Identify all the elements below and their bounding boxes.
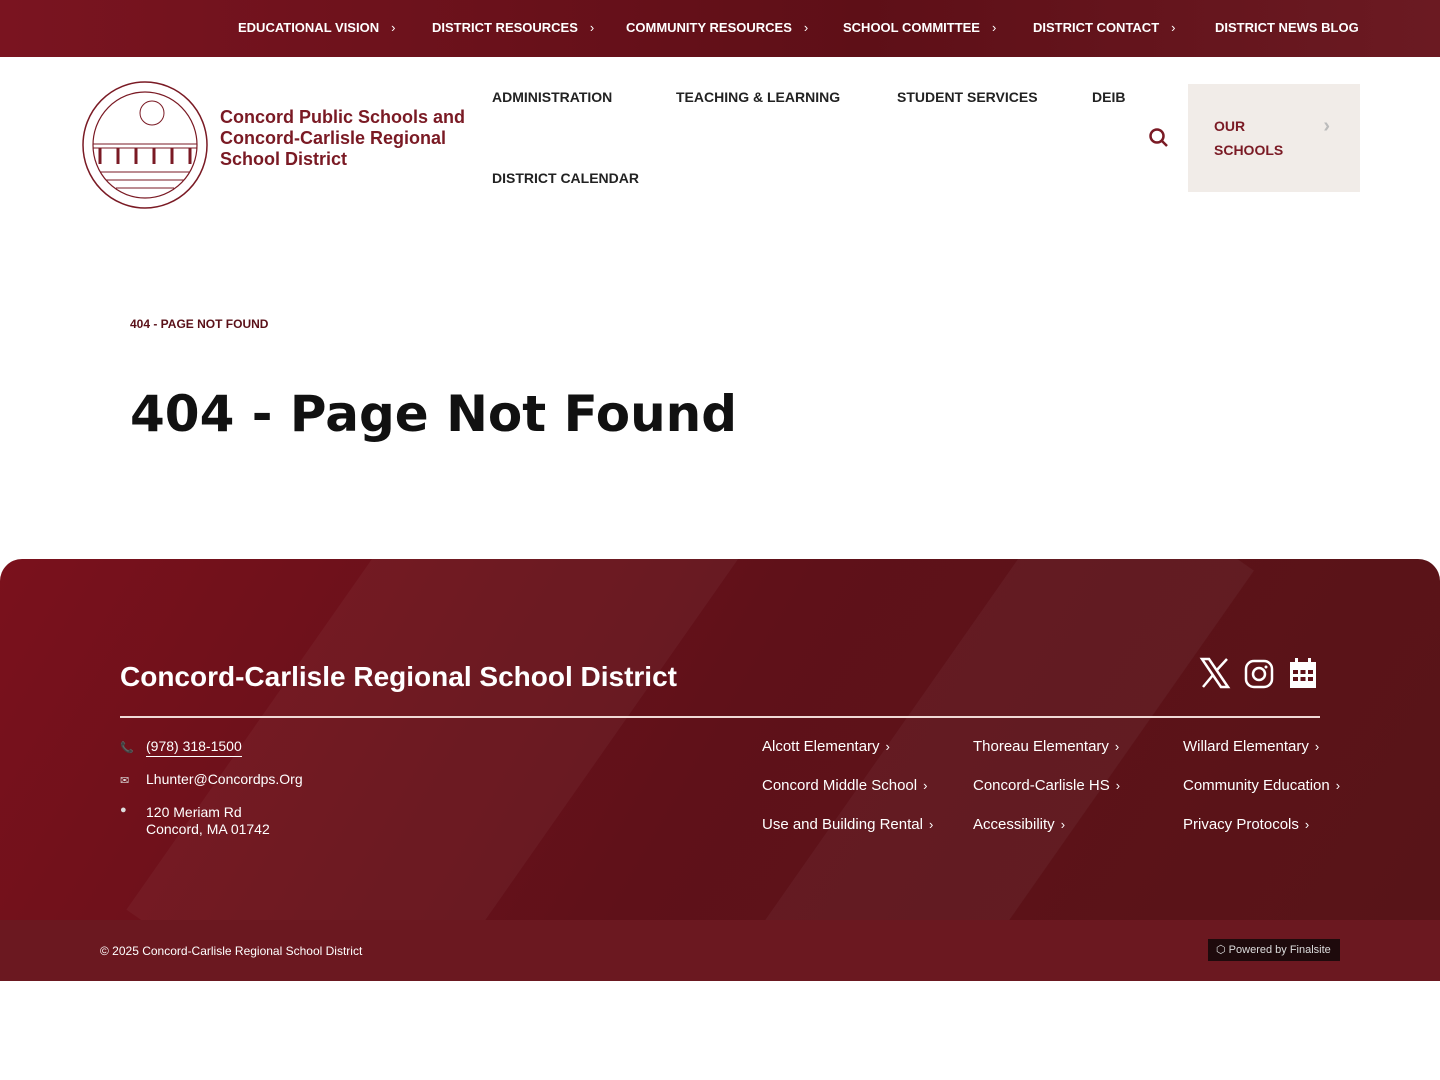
link-label: Alcott Elementary [762,738,880,755]
nav-label: SCHOOL COMMITTEE [843,20,980,35]
chevron-right-icon: › [1314,739,1320,754]
our-schools-button[interactable] [1188,84,1360,192]
chevron-right-icon: › [1115,778,1121,793]
email-icon: ✉ [120,775,130,787]
chevron-right-icon: › [1114,739,1120,754]
nav-label: DISTRICT CONTACT [1033,20,1160,35]
link-label: Privacy Protocols [1183,816,1299,833]
instagram-icon[interactable] [1244,659,1274,689]
nav-school-committee[interactable] [843,20,996,35]
footer-link-willard[interactable] [1183,738,1319,755]
chevron-right-icon: › [1335,778,1341,793]
nav-label: DISTRICT RESOURCES [432,20,578,35]
search-icon[interactable] [1148,127,1170,149]
nav-district-resources[interactable] [432,20,594,35]
phone-link[interactable]: (978) 318-1500 [146,738,242,757]
chevron-right-icon: › [391,20,396,35]
email-link[interactable]: Lhunter@Concordps.Org [146,771,303,787]
footer-divider [120,716,1320,718]
phone-icon: 📞 [120,742,134,754]
link-label: Use and Building Rental [762,816,923,833]
footer-link-privacy[interactable] [1183,816,1309,833]
nav-label: COMMUNITY RESOURCES [626,20,792,35]
copyright: © 2025 Concord-Carlisle Regional School District [100,944,363,958]
chevron-right-icon: › [589,20,595,35]
footer-link-alcott[interactable] [762,738,890,755]
nav-label: EDUCATIONAL VISION [238,20,380,35]
powered-by-finalsite-badge[interactable] [1208,939,1340,961]
footer-address [120,804,270,838]
district-seal-logo[interactable] [80,80,210,210]
footer-link-building-rental[interactable] [762,816,933,833]
chevron-right-icon: › [885,739,890,754]
nav-district-news-blog[interactable] [1215,20,1359,35]
footer-title: Concord-Carlisle Regional School District [120,661,677,692]
nav-teaching-learning[interactable]: TEACHING & LEARNING [676,89,841,105]
chevron-right-icon: › [1323,115,1330,137]
address-line: 120 Meriam Rd [146,804,242,820]
footer-email[interactable] [120,771,303,787]
district-name[interactable]: Concord Public Schools and Concord-Carlisle Regional School District [220,107,466,169]
chevron-right-icon: › [928,817,934,832]
chevron-right-icon: › [1304,817,1310,832]
nav-district-calendar[interactable]: DISTRICT CALENDAR [492,170,639,186]
chevron-right-icon: › [1171,20,1176,35]
chevron-right-icon: › [803,20,809,35]
footer-link-accessibility[interactable] [973,816,1065,833]
footer-link-thoreau[interactable] [973,738,1119,755]
location-pin-icon: ● [120,804,127,816]
chevron-right-icon: › [923,778,928,793]
link-label: Accessibility [973,816,1055,833]
footer-link-community-education[interactable] [1183,777,1340,794]
powered-label: Powered by Finalsite [1228,944,1331,956]
nav-label: DISTRICT NEWS BLOG [1215,20,1359,35]
breadcrumb: 404 - PAGE NOT FOUND [130,317,269,331]
link-label: Willard Elementary [1183,738,1309,755]
footer-phone[interactable] [120,738,242,754]
calendar-icon[interactable] [1289,657,1317,689]
footer-link-cms[interactable] [762,777,927,794]
finalsite-logo-icon: ⬡ [1216,944,1229,956]
nav-district-contact[interactable] [1033,20,1175,35]
nav-community-resources[interactable] [626,20,808,35]
footer-bottom-bar [0,920,1440,981]
footer [0,559,1440,920]
link-label: Concord Middle School [762,777,918,794]
x-twitter-icon[interactable] [1199,657,1231,689]
utility-nav [0,0,1440,57]
our-schools-label: OUR [1214,118,1246,134]
footer-link-cchs[interactable] [973,777,1120,794]
link-label: Concord-Carlisle HS [973,777,1110,794]
nav-deib[interactable]: DEIB [1092,89,1126,105]
link-label: Thoreau Elementary [973,738,1109,755]
page-title: 404 - Page Not Found [130,385,738,443]
chevron-right-icon: › [1060,817,1066,832]
our-schools-label: SCHOOLS [1214,142,1284,158]
nav-administration[interactable]: ADMINISTRATION [492,89,613,105]
nav-student-services[interactable]: STUDENT SERVICES [897,89,1038,105]
address-line: Concord, MA 01742 [146,821,270,837]
chevron-right-icon: › [991,20,997,35]
nav-educational-vision[interactable] [238,20,395,35]
link-label: Community Education [1183,777,1330,794]
